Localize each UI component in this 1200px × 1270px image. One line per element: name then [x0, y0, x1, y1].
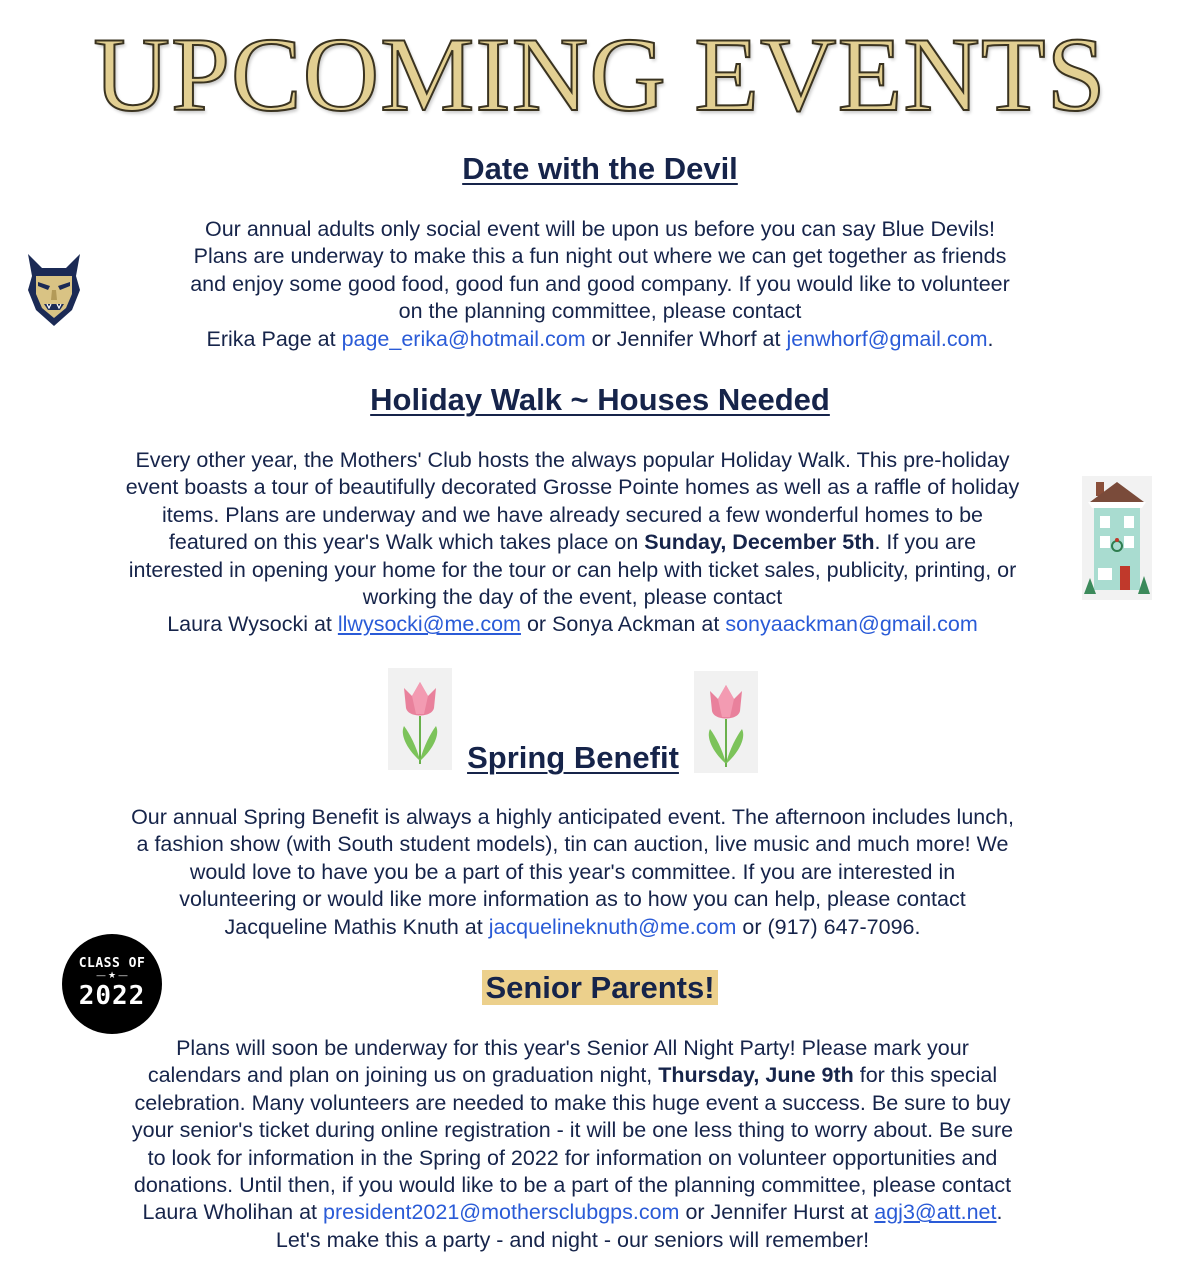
email-link-agj3[interactable]: agj3@att.net: [874, 1200, 997, 1225]
spring-contact-text-2: or (917) 647-7096.: [736, 914, 921, 939]
senior-contact-text-1: Laura Wholihan at: [142, 1200, 323, 1225]
devil-contact-text-2: or Jennifer Whorf at: [585, 326, 787, 351]
senior-line-2-post: for this special: [853, 1063, 998, 1088]
holiday-line-4: [30, 529, 1115, 556]
senior-heading: [0, 970, 1200, 1006]
holiday-contact-text-2: or Sonya Ackman at: [520, 612, 726, 637]
spring-line-3: would love to have you be a part of this year's committee. If you are interested in: [189, 859, 956, 884]
senior-date: Thursday, June 9th: [658, 1063, 854, 1088]
spring-line-2: a fashion show (with South student models), tin can auction, live music and much more! We: [136, 832, 1009, 857]
holiday-line-2: event boasts a tour of beautifully decorated Grosse Pointe homes as well as a raffle of holiday: [125, 475, 1020, 500]
senior-paragraph: [30, 1035, 1115, 1254]
badge-year-text: 2022: [78, 981, 146, 1011]
email-link-president2021[interactable]: president2021@mothersclubgps.com: [323, 1200, 680, 1225]
holiday-contact-line: [30, 611, 1115, 638]
email-link-llwysocki[interactable]: llwysocki@me.com: [337, 612, 521, 637]
holiday-paragraph: [30, 447, 1115, 639]
spring-contact-text-1: Jacqueline Mathis Knuth at: [224, 914, 489, 939]
devil-heading: [0, 151, 1200, 187]
holiday-date: Sunday, December 5th: [644, 530, 875, 555]
devil-contact-text-3: .: [987, 326, 994, 351]
senior-line-6: donations. Until then, if you would like to be a part of the planning committee, please contact: [133, 1173, 1012, 1198]
senior-line-2: [30, 1062, 1115, 1089]
senior-line-2-pre: calendars and plan on joining us on graduation night,: [147, 1063, 659, 1088]
holiday-line-4-pre: featured on this year's Walk which takes place on: [168, 530, 645, 555]
holiday-heading-text: Holiday Walk ~ Houses Needed: [370, 382, 830, 417]
holiday-heading: [0, 382, 1200, 418]
holiday-line-4-post: . If you are: [874, 530, 977, 555]
holiday-contact-text-1: Laura Wysocki at: [167, 612, 338, 637]
devil-line-1: Our annual adults only social event will be upon us before you can say Blue Devils!: [205, 217, 995, 241]
devil-contact-text-1: Erika Page at: [206, 326, 342, 351]
spring-paragraph: [30, 804, 1115, 941]
senior-line-4: your senior's ticket during online registration - it will be one less thing to worry about. Be sure: [131, 1118, 1014, 1143]
email-link-page-erika[interactable]: page_erika@hotmail.com: [341, 326, 586, 351]
senior-line-1: Plans will soon be underway for this year's Senior All Night Party! Please mark your: [176, 1036, 969, 1060]
holiday-line-5: interested in opening your home for the tour or can help with ticket sales, publicity, printing, or: [128, 557, 1017, 582]
holiday-line-1: Every other year, the Mothers' Club hosts the always popular Holiday Walk. This pre-holiday: [135, 448, 1010, 472]
spring-contact-line: [30, 914, 1115, 941]
senior-contact-text-2: or Jennifer Hurst at: [679, 1200, 875, 1225]
spring-heading: [0, 740, 1146, 776]
email-link-jacquelineknuth[interactable]: jacquelineknuth@me.com: [488, 914, 737, 939]
holiday-line-6: working the day of the event, please contact: [362, 585, 783, 610]
email-link-sonyaackman[interactable]: sonyaackman@gmail.com: [725, 612, 978, 637]
senior-contact-text-3: .: [996, 1200, 1003, 1225]
senior-closing-line: Let's make this a party - and night - our seniors will remember!: [275, 1227, 870, 1252]
devil-paragraph: [60, 216, 1140, 353]
senior-heading-text: Senior Parents!: [482, 970, 717, 1005]
page-banner: UPCOMING EVENTS: [93, 16, 1107, 133]
email-link-jenwhorf[interactable]: jenwhorf@gmail.com: [786, 326, 988, 351]
holiday-line-3: items. Plans are underway and we have already secured a few wonderful homes to be: [161, 502, 984, 527]
devil-contact-line: [60, 326, 1140, 353]
senior-line-3: celebration. Many volunteers are needed to make this huge event a success. Be sure to buy: [134, 1090, 1011, 1115]
devil-line-4: on the planning committee, please contact: [398, 299, 802, 324]
senior-line-5: to look for information in the Spring of 2022 for information on volunteer opportunities and: [147, 1145, 998, 1170]
devil-heading-text: Date with the Devil: [462, 151, 738, 186]
badge-star-icon: — ★ —: [96, 970, 128, 980]
senior-contact-line: [30, 1199, 1115, 1226]
badge-class-of-text: CLASS OF: [78, 956, 146, 971]
spring-line-1: Our annual Spring Benefit is always a highly anticipated event. The afternoon includes lunch,: [131, 805, 1014, 829]
devil-line-3: and enjoy some good food, good fun and good company. If you would like to volunteer: [190, 271, 1010, 296]
spring-line-4: volunteering or would like more information as to how you can help, please contact: [179, 887, 966, 912]
devil-line-2: Plans are underway to make this a fun night out where we can get together as friends: [193, 244, 1007, 269]
spring-heading-text: Spring Benefit: [467, 740, 679, 775]
